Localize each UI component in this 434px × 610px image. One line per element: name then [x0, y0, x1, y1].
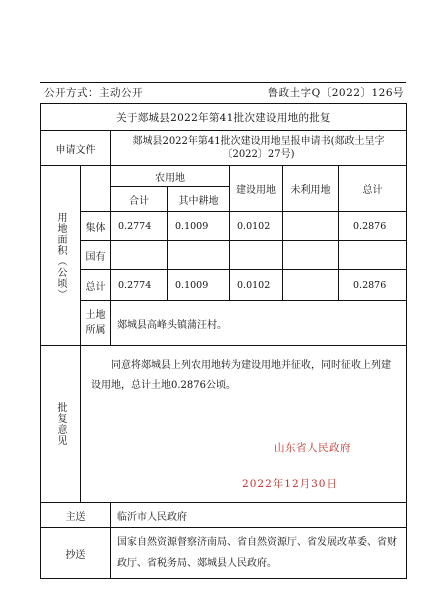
- send-to-value: 临沂市人民政府: [111, 503, 407, 528]
- cell-unused: [283, 212, 339, 241]
- col-unused-header: 未利用地: [283, 166, 339, 212]
- application-value: 郯城县2022年第41批次建设用地呈报申请书(郯政土呈字〔2022〕27号): [111, 131, 407, 166]
- row-label-collective: 集体: [81, 212, 111, 241]
- issue-date: 2022年12月30日: [242, 478, 338, 490]
- cell-total: 0.2876: [339, 212, 407, 241]
- cell-construction: 0.0102: [230, 270, 283, 301]
- copy-to-value-cell: [111, 528, 407, 579]
- approval-form-table: [40, 103, 407, 579]
- table-row: [41, 270, 407, 301]
- col-construction-header: 建设用地: [230, 166, 283, 212]
- row-label-state: 国有: [81, 241, 111, 270]
- opinion-label: 批复意见: [41, 346, 81, 503]
- issuer-signature: 山东省人民政府: [274, 442, 351, 454]
- cell-total: 0.2876: [339, 270, 407, 301]
- cell-agri-total: [111, 241, 168, 270]
- cell-unused: [283, 270, 339, 301]
- copy-to-label: 抄送: [41, 528, 111, 579]
- col-agri-header: 农用地: [111, 166, 230, 187]
- document-number: 鲁政土字Q〔2022〕126号: [267, 87, 404, 99]
- copy-to-value: 国家自然资源督察济南局、省自然资源厅、省发展改革委、省财政厅、省税务局、郯城县人民政府。: [117, 537, 397, 569]
- cell-construction: 0.0102: [230, 212, 283, 241]
- opinion-seal-cell: [81, 418, 407, 503]
- cell-unused: [283, 241, 339, 270]
- land-area-label: 用地面积（公顷）: [41, 166, 81, 346]
- row-label-total: 总计: [81, 270, 111, 301]
- table-row: [41, 212, 407, 241]
- cell-agri-total: 0.2774: [111, 270, 168, 301]
- land-area-corner: [81, 166, 111, 212]
- header-top-rule: [40, 82, 406, 83]
- cell-total: [339, 241, 407, 270]
- opinion-text: 同意将郯城县上列农用地转为建设用地并征收，同时征收上列建设用地，总计土地0.2876公顷。: [91, 360, 391, 391]
- disclosure-mode: 公开方式：主动公开: [44, 87, 143, 99]
- cell-farmland: 0.1009: [168, 212, 230, 241]
- location-value: 郯城县高峰头镇蒲汪村。: [111, 301, 407, 346]
- table-row: [41, 241, 407, 270]
- application-label: 申请文件: [41, 131, 111, 166]
- cell-farmland: [168, 241, 230, 270]
- col-total-header: 总计: [339, 166, 407, 212]
- col-agri-total-header: 合计: [111, 187, 168, 212]
- document-title: 关于郯城县2022年第41批次建设用地的批复: [41, 104, 407, 131]
- cell-construction: [230, 241, 283, 270]
- opinion-text-cell: [81, 346, 407, 419]
- col-farmland-header: 其中耕地: [168, 187, 230, 212]
- send-to-label: 主送: [41, 503, 111, 528]
- location-label: 土地所属: [81, 301, 111, 346]
- cell-agri-total: 0.2774: [111, 212, 168, 241]
- cell-farmland: 0.1009: [168, 270, 230, 301]
